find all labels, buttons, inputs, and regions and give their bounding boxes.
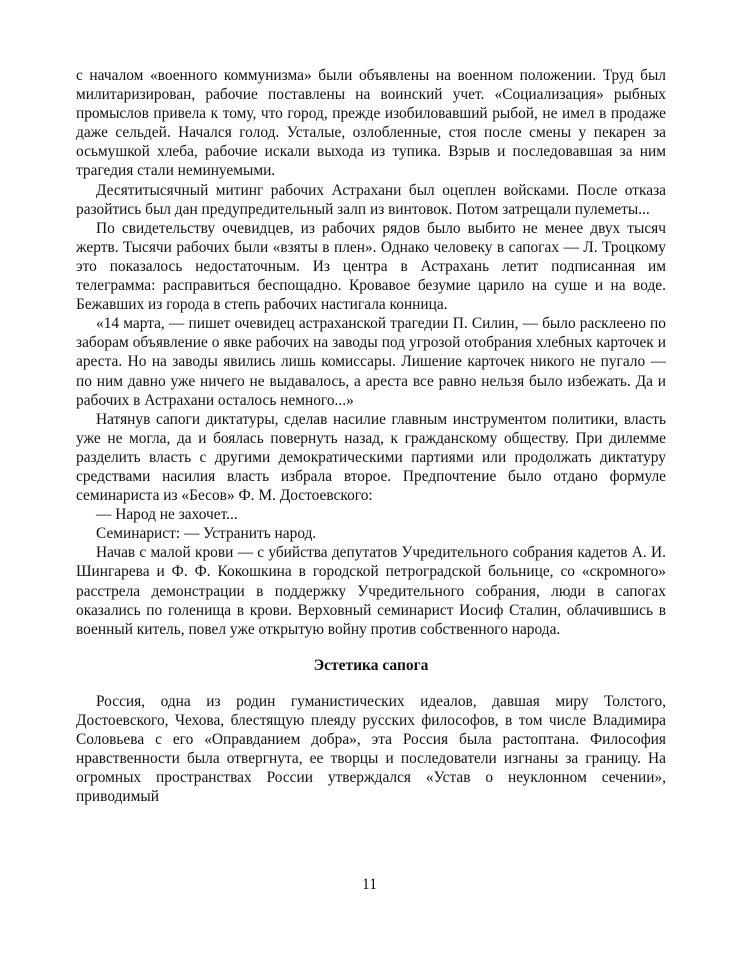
text-block-bottom xyxy=(76,692,666,807)
paragraph-6: Начав с малой крови — с убийства депутатов Учредительного собрания кадетов А. И. Шингарева и Ф. Ф. Кокошкина в городской петроградской больнице, со «скромного» расстрела демонстрации в поддержку Учредительного собрания, люди в сапогах оказались по голенища в крови. Верховный семинарист Иосиф Сталин, облачившись в военный китель, повел уже открытую войну против собственного народа. xyxy=(76,544,666,638)
paragraph-2: Десятитысячный митинг рабочих Астрахани был оцеплен войсками. После отказа разойтись был дан предупредительный залп из винтовок. Потом затрещали пулеметы... xyxy=(76,181,666,218)
paragraph-1: с началом «военного коммунизма» были объявлены на военном положении. Труд был милитаризирован, рабочие поставлены на воинский учет. «Социализация» рыбных промыслов привела к тому, что город, прежде изобиловавший рыбой, не имел в продаже даже сельдей. Начался голод. Усталые, озлобленные, стоя после смены у пекарен за осьмушкой хлеба, рабочие искали выхода из тупика. Взрыв и последовавшая за ним трагедия стали неминуемыми. xyxy=(76,67,666,180)
paragraph-4: «14 марта, — пишет очевидец астраханской трагедии П. Силин, — было расклеено по заборам объявление о явке рабочих на заводы под угрозой отобрания хлебных карточек и ареста. Но на заводы явились лишь комиссары. Лишение карточек никого не пугало — по ним давно уже ничего не выдавалось, а ареста все равно нельзя было избежать. Да и рабочих в Астрахани осталось немного...» xyxy=(76,315,666,409)
paragraph-5: Натянув сапоги диктатуры, сделав насилие главным инструментом политики, власть уже не могла, да и боялась повернуть назад, к гражданскому обществу. При дилемме разделить власть с другими демократическими партиями или продолжать диктатуру средствами насилия власть избрала второе. Предпочтение было отдано формуле семинариста из «Бесов» Ф. М. Достоевского: xyxy=(76,410,666,505)
page-body xyxy=(76,66,666,806)
dialogue-line-2: Семинарист: — Устранить народ. xyxy=(96,525,317,543)
paragraph-3: По свидетельству очевидцев, из рабочих рядов было выбито не менее двух тысяч жертв. Тысячи рабочих были «взяты в плен». Однако человеку в сапогах — Л. Троцкому это показалось недостаточным. Из центра в Астрахань летит подписанная им телеграмма: расправиться беспощадно. Кровавое безумие царило на суше и на воде. Бежавших из города в степь рабочих настигала конница. xyxy=(76,219,666,314)
paragraph-7: Россия, одна из родин гуманистических идеалов, давшая миру Толстого, Достоевского, Чехова, блестящую плеяду русских философов, в том числе Владимира Соловьева с его «Оправданием добра», эта Россия была растоптана. Философия нравственности была отвергнута, ее творцы и последователи изгнаны за границу. На огромных пространствах России утверждался «Устав о неуклонном сечении», приводимый xyxy=(76,692,666,806)
page-number: 11 xyxy=(362,876,377,893)
dialogue-line-1: — Народ не захочет... xyxy=(96,506,238,524)
text-block-top xyxy=(76,66,666,639)
section-heading: Эстетика сапога xyxy=(313,656,429,674)
